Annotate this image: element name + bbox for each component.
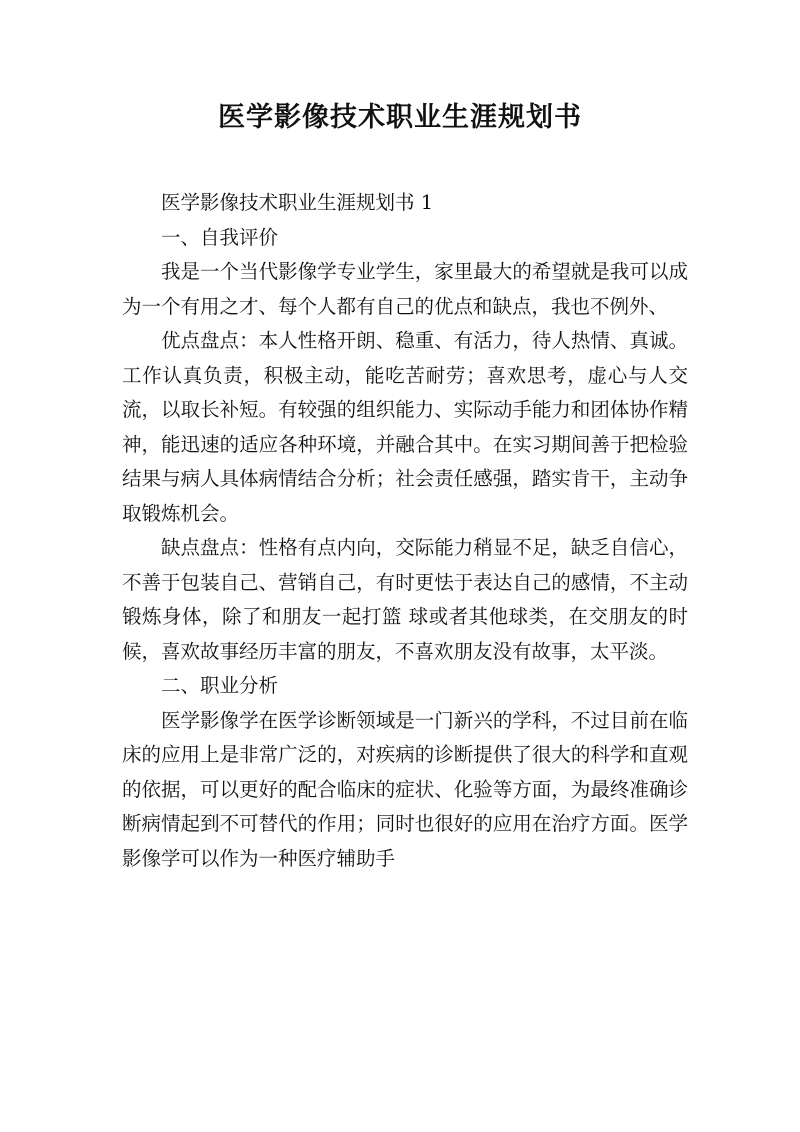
body-paragraph: 医学影像学在医学诊断领域是一门新兴的学科，不过目前在临床的应用上是非常广泛的，对疾病的诊断提供了很大的科学和直观的依据，可以更好的配合临床的症状、化验等方面，为最终准确诊断病情起到不可替代的作用；同时也很好的应用在治疗方面。医学影像学可以作为一种医疗辅助手 (122, 708, 688, 870)
section-heading-self-evaluation: 一、自我评价 (161, 225, 279, 249)
document-body (122, 186, 688, 876)
section-heading-career-analysis: 二、职业分析 (161, 674, 279, 697)
body-paragraph: 优点盘点：本人性格开朗、稳重、有活力，待人热情、真诚。工作认真负责，积极主动，能吃苦耐劳；喜欢思考，虚心与人交流，以取长补短。有较强的组织能力、实际动手能力和团体协作精神，能迅速的适应各种环境，并融合其中。在实习期间善于把检验结果与病人具体病情结合分析；社会责任感强，踏实肯干，主动争取锻炼机会。 (122, 329, 688, 525)
body-paragraph: 缺点盘点：性格有点内向，交际能力稍显不足，缺乏自信心，不善于包装自己、营销自己，有时更怯于表达自己的感情，不主动锻炼身体，除了和朋友一起打篮 球或者其他球类，在交朋友的时候，喜欢故事经历丰富的朋友，不喜欢朋友没有故事，太平淡。 (122, 536, 688, 663)
body-paragraph: 我是一个当代影像学专业学生，家里最大的希望就是我可以成为一个有用之才、每个人都有自己的优点和缺点，我也不例外、 (122, 260, 688, 318)
subtitle-paragraph: 医学影像技术职业生涯规划书 1 (161, 191, 434, 214)
document-title: 医学影像技术职业生涯规划书 (218, 102, 582, 133)
